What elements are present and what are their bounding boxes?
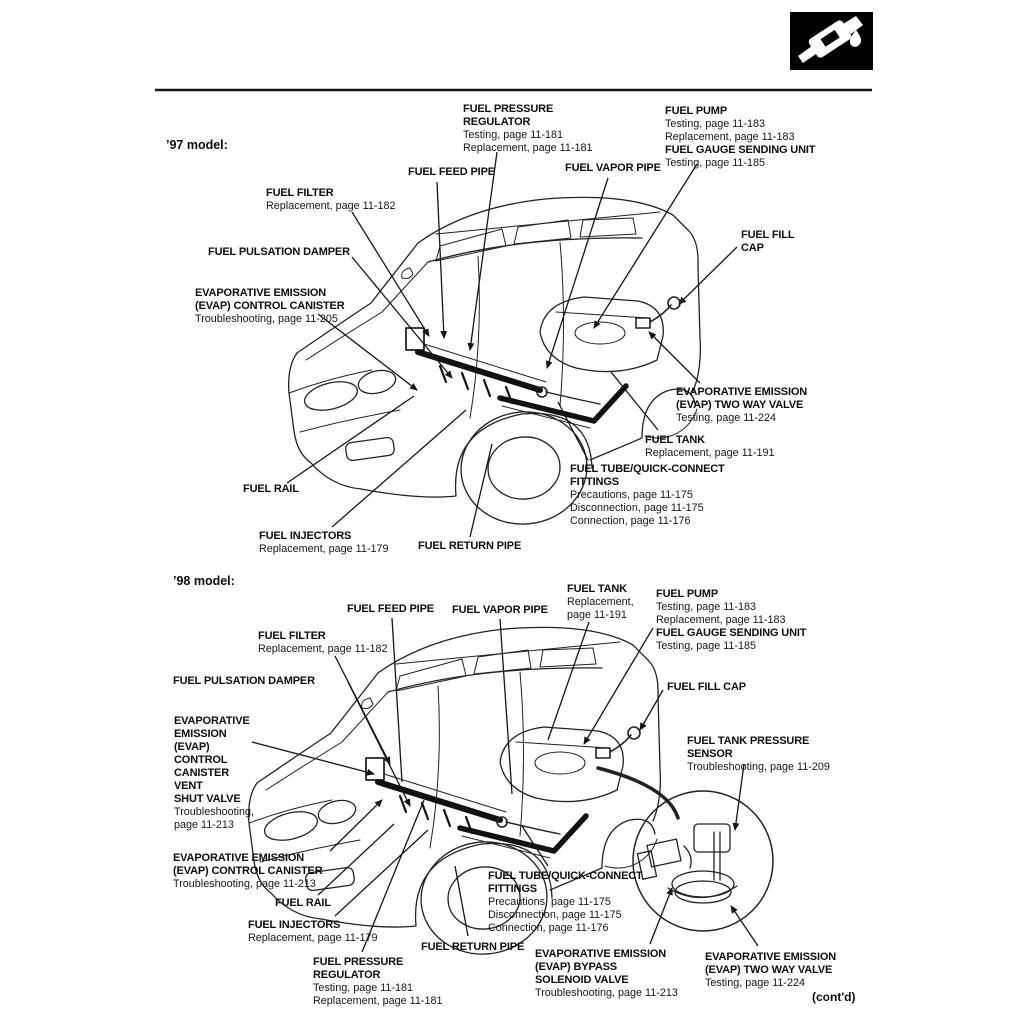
- label-line: FUEL RAIL: [275, 897, 331, 909]
- label-line: EVAPORATIVE EMISSION: [173, 852, 305, 864]
- label-line: FUEL FEED PIPE: [347, 603, 434, 615]
- label-line: FUEL FEED PIPE: [408, 166, 495, 178]
- label-line: Testing, page 11-185: [656, 640, 757, 652]
- label-line: Troubleshooting, page 11-205: [195, 313, 338, 325]
- label-fuel-pressure-regulator: [313, 956, 442, 1008]
- label-fuel-fill-cap: [667, 681, 746, 694]
- fuel-line: [500, 386, 626, 421]
- label-line: CONTROL: [174, 754, 228, 766]
- model-98-title: ’98 model:: [173, 574, 235, 588]
- label-line: (EVAP) CONTROL CANISTER: [173, 865, 323, 877]
- label-line: FUEL INJECTORS: [259, 530, 352, 542]
- label-line: FUEL TANK PRESSURE: [687, 735, 810, 747]
- label-fuel-feed-pipe: [408, 166, 495, 179]
- label-line: Precautions, page 11-175: [570, 489, 693, 501]
- label-fuel-pressure-regulator: [463, 103, 592, 155]
- label-line: Testing, page 11-224: [676, 412, 777, 424]
- label-line: Testing, page 11-183: [656, 601, 757, 613]
- label-line: FUEL FILL CAP: [667, 681, 746, 693]
- label-line: FUEL GAUGE SENDING UNIT: [656, 627, 807, 639]
- label-fuel-feed-pipe: [347, 603, 434, 616]
- label-line: FUEL VAPOR PIPE: [452, 604, 548, 616]
- label-line: Replacement, page 11-182: [258, 643, 388, 655]
- label-fuel-return-pipe: [421, 941, 524, 954]
- label-line: SHUT VALVE: [174, 793, 241, 805]
- label-fuel-tank-pressure-sensor: [687, 735, 830, 774]
- label-line: REGULATOR: [463, 116, 531, 128]
- label-fuel-fill-cap: [741, 229, 794, 255]
- label-line: CAP: [741, 242, 764, 254]
- label-fuel-return-pipe: [418, 540, 521, 553]
- label-fuel-pump: [665, 105, 815, 170]
- label-line: SENSOR: [687, 748, 733, 760]
- label-line: EVAPORATIVE: [174, 715, 250, 727]
- label-line: Disconnection, page 11-175: [488, 909, 622, 921]
- label-line: FUEL PRESSURE: [463, 103, 554, 115]
- label-line: Troubleshooting,: [174, 806, 255, 818]
- label-fuel-injectors: [259, 530, 388, 556]
- label-line: FUEL FILTER: [266, 187, 334, 199]
- fuel-nozzle-icon: [790, 12, 873, 70]
- label-line: FUEL TANK: [645, 434, 705, 446]
- label-fuel-pulsation-damper: [173, 675, 315, 688]
- label-fuel-vapor-pipe: [565, 162, 661, 175]
- label-line: Replacement, page 11-183: [665, 131, 795, 143]
- label-line: EVAPORATIVE EMISSION: [705, 951, 837, 963]
- label-fuel-tube-quick-connect-fittings: [488, 870, 643, 935]
- fuel-tank-part: [540, 297, 680, 372]
- label-line: FUEL PUMP: [656, 588, 719, 600]
- label-line: Disconnection, page 11-175: [570, 502, 704, 514]
- label-fuel-rail: [275, 897, 331, 910]
- label-evap-control-canister-vent-shut-valve: [174, 715, 254, 832]
- label-line: Testing, page 11-181: [313, 982, 414, 994]
- label-line: FUEL RETURN PIPE: [421, 941, 525, 953]
- label-line: FUEL TANK: [567, 583, 627, 595]
- label-line: Replacement,: [567, 596, 634, 608]
- label-fuel-injectors: [248, 919, 377, 945]
- label-line: SOLENOID VALVE: [535, 974, 629, 986]
- label-line: EVAPORATIVE EMISSION: [195, 287, 327, 299]
- label-line: FUEL PUMP: [665, 105, 728, 117]
- label-line: FUEL PULSATION DAMPER: [173, 675, 315, 687]
- label-line: Replacement, page 11-181: [463, 142, 593, 154]
- label-line: page 11-191: [567, 609, 627, 621]
- label-line: FUEL INJECTORS: [248, 919, 341, 931]
- label-line: CANISTER: [174, 767, 230, 779]
- label-line: Replacement, page 11-181: [313, 995, 443, 1007]
- label-line: (EVAP): [174, 741, 210, 753]
- label-line: FUEL TUBE/QUICK-CONNECT: [488, 870, 643, 882]
- label-line: Testing, page 11-183: [665, 118, 766, 130]
- label-line: EVAPORATIVE EMISSION: [676, 386, 808, 398]
- label-line: FUEL VAPOR PIPE: [565, 162, 661, 174]
- label-line: page 11-213: [174, 819, 234, 831]
- label-evap-two-way-valve: [676, 386, 807, 425]
- label-evap-bypass-solenoid-valve: [535, 948, 678, 1000]
- label-line: Replacement, page 11-183: [656, 614, 786, 626]
- label-line: FUEL TUBE/QUICK-CONNECT: [570, 463, 725, 475]
- label-line: REGULATOR: [313, 969, 381, 981]
- label-line: FITTINGS: [570, 476, 619, 488]
- label-line: (EVAP) BYPASS: [535, 961, 617, 973]
- label-line: (EVAP) TWO WAY VALVE: [705, 964, 833, 976]
- label-line: FUEL PRESSURE: [313, 956, 404, 968]
- label-line: EMISSION: [174, 728, 227, 740]
- label-line: FUEL FILL: [741, 229, 795, 241]
- model-97-title: ’97 model:: [166, 138, 228, 152]
- label-line: VENT: [174, 780, 203, 792]
- label-fuel-tank: [567, 583, 634, 622]
- label-line: Connection, page 11-176: [570, 515, 691, 527]
- label-fuel-tube-quick-connect-fittings: [570, 463, 725, 528]
- label-evap-control-canister: [173, 852, 323, 891]
- label-line: Replacement, page 11-179: [248, 932, 378, 944]
- label-fuel-filter: [266, 187, 395, 213]
- contd-note: (cont'd): [812, 990, 856, 1004]
- label-line: Replacement, page 11-191: [645, 447, 775, 459]
- label-line: FUEL FILTER: [258, 630, 326, 642]
- label-line: EVAPORATIVE EMISSION: [535, 948, 667, 960]
- label-line: Troubleshooting, page 11-209: [687, 761, 830, 773]
- label-line: FITTINGS: [488, 883, 537, 895]
- label-line: FUEL PULSATION DAMPER: [208, 246, 350, 258]
- label-fuel-pump: [656, 588, 806, 653]
- label-evap-control-canister: [195, 287, 345, 326]
- label-line: Troubleshooting, page 11-213: [173, 878, 316, 890]
- label-line: Replacement, page 11-182: [266, 200, 396, 212]
- label-line: Troubleshooting, page 11-213: [535, 987, 678, 999]
- label-line: Testing, page 11-185: [665, 157, 766, 169]
- label-line: (EVAP) CONTROL CANISTER: [195, 300, 345, 312]
- label-line: Connection, page 11-176: [488, 922, 609, 934]
- label-line: FUEL RAIL: [243, 483, 299, 495]
- label-line: Precautions, page 11-175: [488, 896, 611, 908]
- label-line: Testing, page 11-224: [705, 977, 806, 989]
- label-fuel-filter: [258, 630, 387, 656]
- label-line: FUEL GAUGE SENDING UNIT: [665, 144, 816, 156]
- label-line: (EVAP) TWO WAY VALVE: [676, 399, 804, 411]
- label-evap-two-way-valve: [705, 951, 836, 990]
- label-fuel-pulsation-damper: [208, 246, 350, 259]
- label-line: Testing, page 11-181: [463, 129, 564, 141]
- label-fuel-tank: [645, 434, 774, 460]
- label-fuel-vapor-pipe: [452, 604, 548, 617]
- label-fuel-rail: [243, 483, 299, 496]
- label-line: Replacement, page 11-179: [259, 543, 389, 555]
- label-line: FUEL RETURN PIPE: [418, 540, 522, 552]
